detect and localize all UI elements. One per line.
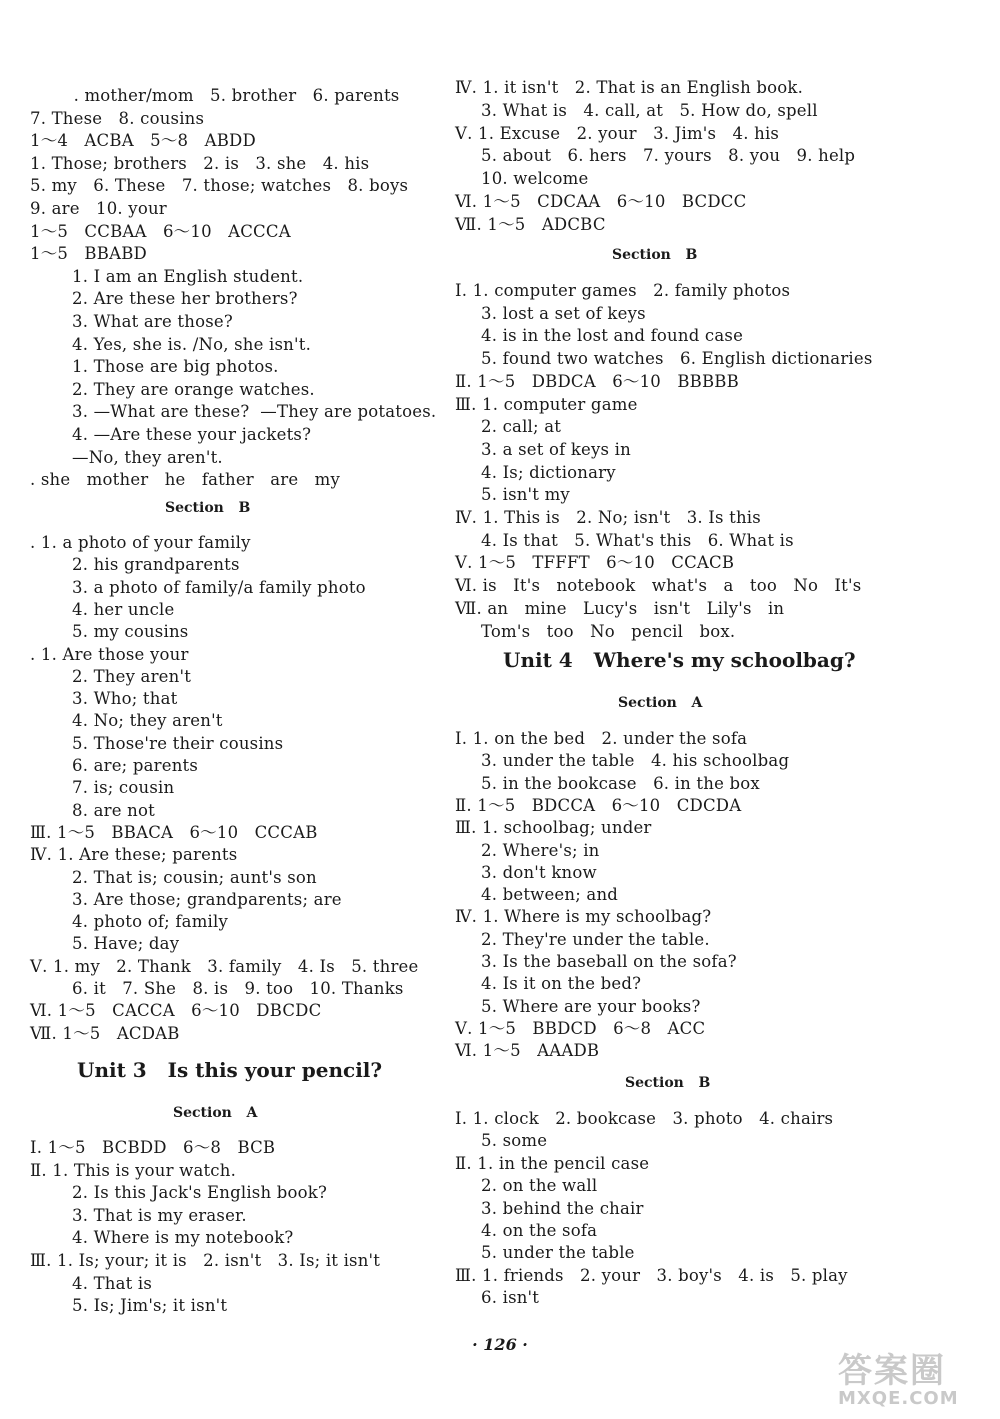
section-heading: Section B <box>165 500 251 516</box>
answer-line: 4. photo of; family <box>72 912 229 932</box>
answer-line: 3. Is the baseball on the sofa? <box>481 952 737 971</box>
watermark-logo <box>838 1353 993 1415</box>
answer-line: . 1. a photo of your family <box>30 533 251 552</box>
answer-line: 5. about 6. hers 7. yours 8. you 9. help <box>481 146 856 166</box>
answer-line: 5. Have; day <box>72 934 180 954</box>
answer-line: Ⅴ. 1. my 2. Thank 3. family 4. Is 5. three <box>30 956 419 976</box>
answer-line: 5. isn't my <box>481 485 570 505</box>
answer-line: 5. Those're their cousins <box>72 733 284 753</box>
answer-line: 3. Are those; grandparents; are <box>72 889 342 909</box>
section-heading: Section B <box>625 1075 711 1091</box>
answer-line: 1. Those are big photos. <box>72 357 279 377</box>
answer-line: 1. I am an English student. <box>72 266 304 286</box>
answer-line: 4. between; and <box>481 885 619 905</box>
answer-line: Ⅲ. 1. computer game <box>455 394 638 414</box>
answer-line: 5. my 6. These 7. those; watches 8. boys <box>30 176 409 196</box>
answer-line: 7. is; cousin <box>72 778 175 798</box>
answer-line: Tom's too No pencil box. <box>481 621 736 641</box>
answer-line: Ⅰ. 1. on the bed 2. under the sofa <box>455 729 748 748</box>
answer-line: 5. some <box>481 1131 548 1151</box>
answer-line: . mother/mom 5. brother 6. parents <box>30 86 400 105</box>
answer-line: Ⅴ. 1～5 TFFFT 6～10 CCACB <box>455 553 735 573</box>
answer-line: 3. a photo of family/a family photo <box>72 577 366 597</box>
answer-line: 3. don't know <box>481 862 597 882</box>
answer-line: Ⅲ. 1. Is; your; it is 2. isn't 3. Is; it isn't <box>30 1251 381 1270</box>
answer-line: 2. Are these her brothers? <box>72 289 298 309</box>
answer-line: Ⅱ. 1. This is your watch. <box>30 1160 237 1180</box>
answer-line: 1. Those; brothers 2. is 3. she 4. his <box>30 153 370 173</box>
section-heading: Section B <box>612 247 698 263</box>
answer-line: 3. behind the chair <box>481 1198 644 1218</box>
watermark-mark: 答案圈 <box>838 1351 946 1391</box>
answer-line: 4. Is it on the bed? <box>481 974 642 994</box>
answer-line: 3. lost a set of keys <box>481 303 646 323</box>
unit-heading: Unit 4 Where's my schoolbag? <box>503 648 856 672</box>
answer-line: 3. What are those? <box>72 312 233 331</box>
answer-line: Ⅴ. 1～5 BBDCD 6～8 ACC <box>455 1018 706 1038</box>
answer-line: 5. under the table <box>481 1243 635 1263</box>
answer-line: 3. under the table 4. his schoolbag <box>481 751 790 771</box>
answer-line: 7. These 8. cousins <box>30 108 205 128</box>
answer-line: 5. Where are your books? <box>481 996 701 1016</box>
answer-line: 2. his grandparents <box>72 555 240 575</box>
answer-line: 2. call; at <box>481 417 562 437</box>
answer-line: 3. a set of keys in <box>481 439 631 459</box>
answer-line: 4. That is <box>72 1273 153 1293</box>
answer-line: Ⅳ. 1. This is 2. No; isn't 3. Is this <box>455 508 761 527</box>
answer-line: Ⅲ. 1. schoolbag; under <box>455 818 652 838</box>
answer-line: 4. No; they aren't <box>72 711 223 731</box>
answer-line: Ⅱ. 1～5 BDCCA 6～10 CDCDA <box>455 795 742 815</box>
answer-line: 2. They're under the table. <box>481 929 710 949</box>
answer-line: Ⅳ. 1. Are these; parents <box>30 845 238 865</box>
answer-line: Ⅶ. an mine Lucy's isn't Lily's in <box>455 598 785 618</box>
page-number: · 126 · <box>472 1335 528 1354</box>
answer-line: 4. on the sofa <box>481 1221 598 1240</box>
answer-line: Ⅶ. 1～5 ADCBC <box>455 214 606 234</box>
answer-line: 2. on the wall <box>481 1176 598 1196</box>
answer-line: 10. welcome <box>481 169 589 189</box>
answer-line: 6. are; parents <box>72 756 199 775</box>
answer-line: 5. my cousins <box>72 622 189 642</box>
answer-line: —No, they aren't. <box>72 447 223 467</box>
answer-line: 5. Is; Jim's; it isn't <box>72 1296 228 1316</box>
answer-line: 4. Is; dictionary <box>481 462 616 482</box>
answer-line: Ⅲ. 1. friends 2. your 3. boy's 4. is 5. play <box>455 1265 848 1285</box>
answer-line: 3. That is my eraser. <box>72 1205 247 1225</box>
answer-line: Ⅰ. 1. clock 2. bookcase 3. photo 4. chairs <box>455 1109 834 1128</box>
answer-line: 1～5 BBABD <box>30 244 147 264</box>
answer-line: 2. Where's; in <box>481 840 600 860</box>
answer-line: 2. That is; cousin; aunt's son <box>72 867 317 887</box>
answer-line: Ⅳ. 1. it isn't 2. That is an English book. <box>455 78 804 97</box>
answer-line: 8. are not <box>72 800 155 820</box>
answer-line: Ⅲ. 1～5 BBACA 6～10 CCCAB <box>30 822 318 842</box>
answer-line: Ⅵ. 1～5 CDCAA 6～10 BCDCC <box>455 192 747 211</box>
answer-line: 9. are 10. your <box>30 199 167 218</box>
answer-line: 2. They aren't <box>72 666 192 686</box>
answer-line: Ⅶ. 1～5 ACDAB <box>30 1023 180 1043</box>
answer-line: 3. Who; that <box>72 689 178 709</box>
answer-line: 5. in the bookcase 6. in the box <box>481 773 760 793</box>
answer-line: 4. Yes, she is. /No, she isn't. <box>72 334 312 354</box>
answer-line: . she mother he father are my <box>30 470 341 490</box>
answer-line: 3. —What are these? —They are potatoes. <box>72 402 437 422</box>
answer-line: 3. What is 4. call, at 5. How do, spell <box>481 100 818 120</box>
answer-line: 4. —Are these your jackets? <box>72 425 312 444</box>
answer-line: 4. Is that 5. What's this 6. What is <box>481 530 794 550</box>
answer-line: Ⅳ. 1. Where is my schoolbag? <box>455 907 712 927</box>
answer-line: 6. it 7. She 8. is 9. too 10. Thanks <box>72 979 404 998</box>
answer-line: 4. her uncle <box>72 599 175 619</box>
answer-line: Ⅵ. is It's notebook what's a too No It's <box>455 576 862 596</box>
answer-line: Ⅴ. 1. Excuse 2. your 3. Jim's 4. his <box>455 123 780 143</box>
answer-line: Ⅰ. 1. computer games 2. family photos <box>455 281 791 300</box>
answer-line: 1～5 CCBAA 6～10 ACCCA <box>30 221 291 241</box>
answer-line: 5. found two watches 6. English dictionaries <box>481 349 873 369</box>
answer-line: 1～4 ACBA 5～8 ABDD <box>30 131 256 151</box>
answer-line: Ⅵ. 1～5 AAADB <box>455 1041 600 1061</box>
answer-line: Ⅵ. 1～5 CACCA 6～10 DBCDC <box>30 1001 322 1021</box>
answer-line: 2. Is this Jack's English book? <box>72 1183 328 1203</box>
section-heading: Section A <box>618 695 703 711</box>
answer-line: 6. isn't <box>481 1288 540 1308</box>
watermark-url: MXQE.COM <box>838 1388 959 1409</box>
answer-line: . 1. Are those your <box>30 644 189 664</box>
section-heading: Section A <box>173 1105 258 1121</box>
answer-line: Ⅰ. 1～5 BCBDD 6～8 BCB <box>30 1138 276 1157</box>
answer-line: 2. They are orange watches. <box>72 379 315 399</box>
answer-line: 4. is in the lost and found case <box>481 326 744 346</box>
answer-line: 4. Where is my notebook? <box>72 1228 294 1248</box>
answer-line: Ⅱ. 1～5 DBDCA 6～10 BBBBB <box>455 371 739 391</box>
answer-line: Ⅱ. 1. in the pencil case <box>455 1153 650 1173</box>
unit-heading: Unit 3 Is this your pencil? <box>77 1058 383 1082</box>
